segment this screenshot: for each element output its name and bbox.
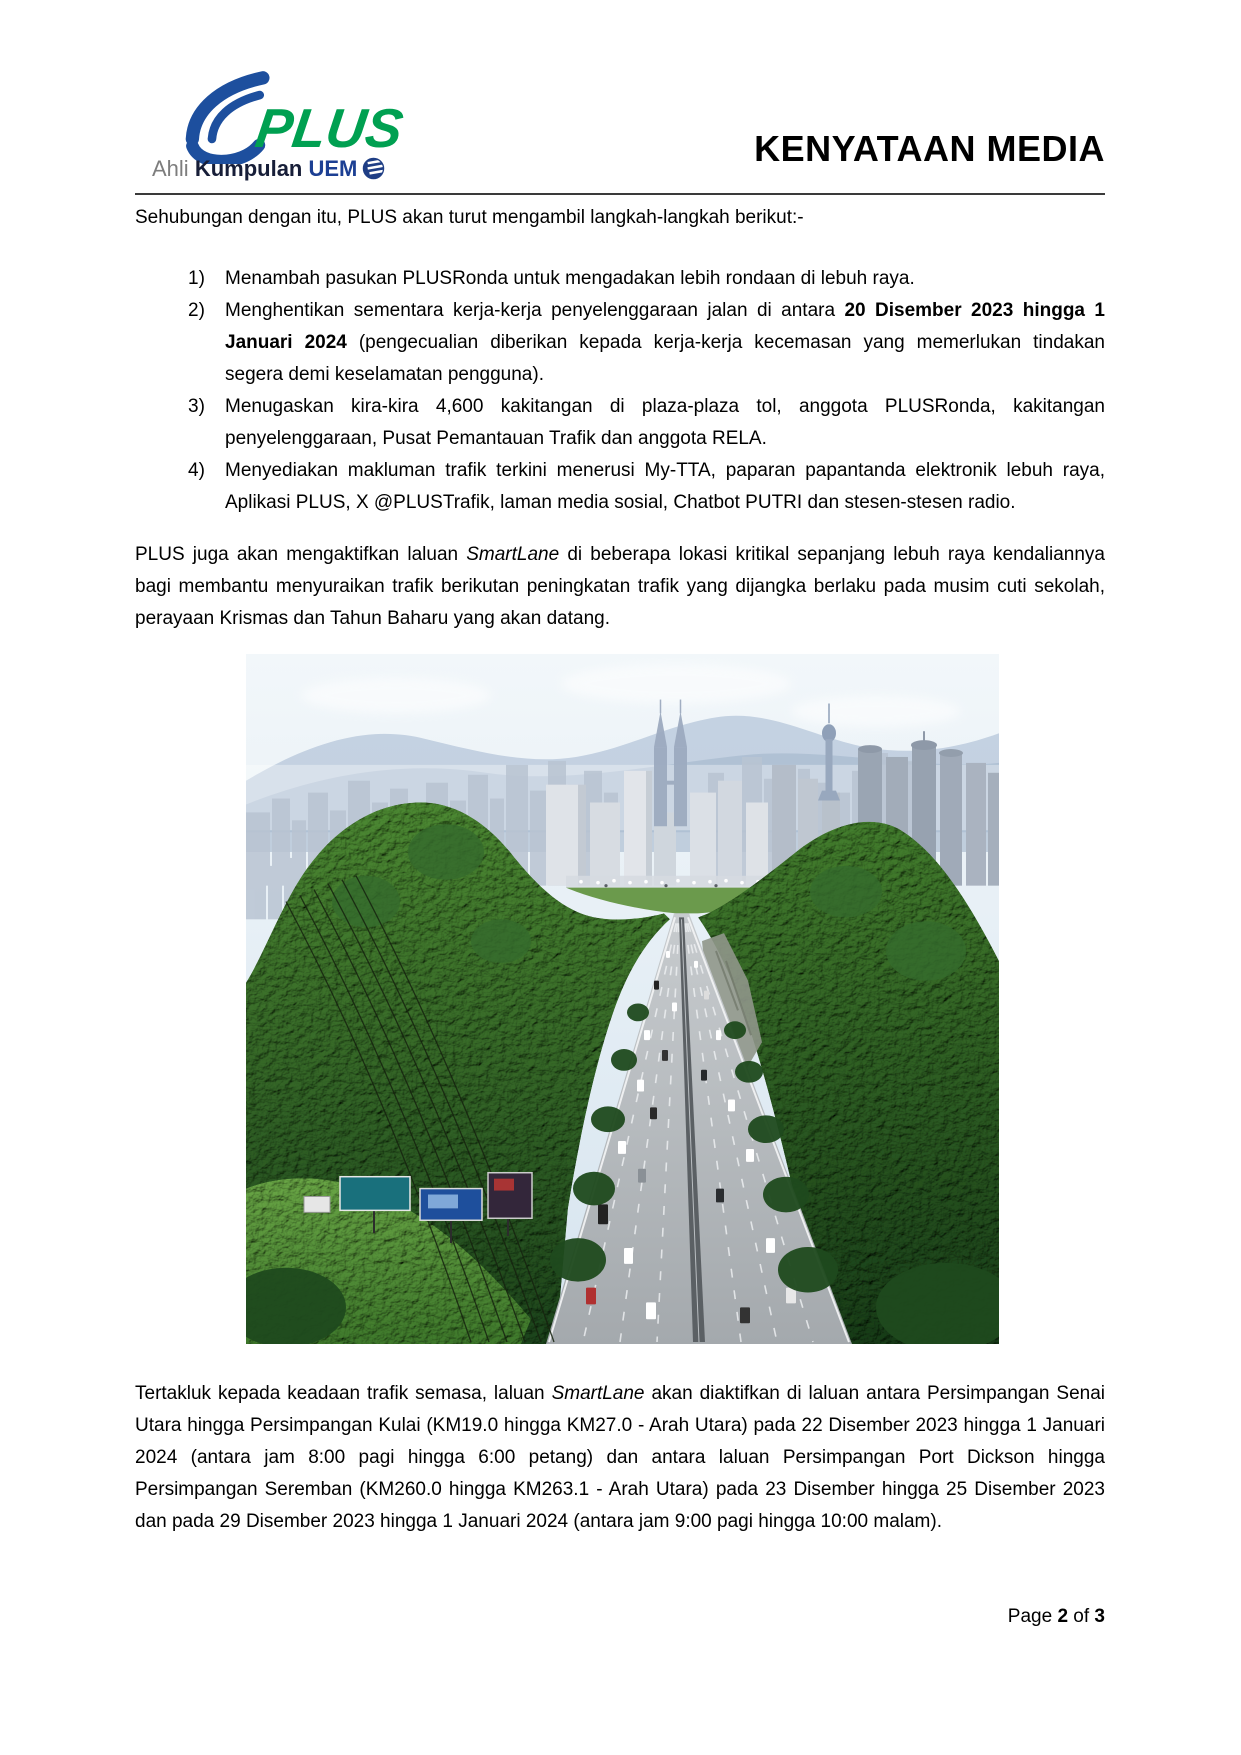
uem-globe-icon (362, 157, 385, 180)
paragraph-text: Tertakluk kepada keadaan trafik semasa, laluan (135, 1383, 552, 1404)
list-item (135, 295, 1105, 391)
highway-aerial-photo (246, 654, 999, 1344)
list-item-bold: 20 Disember 2023 hingga 1 Januari 2024 (225, 300, 1105, 353)
list-item-text: Menugaskan kira-kira 4,600 kakitangan di plaza-plaza tol, anggota PLUSRonda, kakitangan penyelenggaraan, Pusat Pemantauan Trafik dan anggota RELA. (225, 396, 1105, 449)
smartlane-paragraph (135, 539, 1105, 635)
list-item-text: Menghentikan sementara kerja-kerja penyelenggaraan jalan di antara (225, 300, 845, 321)
page-label: Page (1007, 1606, 1058, 1627)
numbered-list (135, 263, 1105, 519)
paragraph-text: PLUS juga akan mengaktifkan laluan (135, 544, 467, 565)
smartlane-italic: SmartLane (551, 1383, 645, 1404)
paragraph-text: di beberapa lokasi kritikal sepanjang lebuh raya kendaliannya bagi membantu menyuraikan trafik berikutan peningkatan trafik yang dijangka berlaku pada musim cuti sekolah, perayaan Krismas dan Tahun Baharu yang akan datang. (135, 544, 1106, 629)
list-item-text: Menambah pasukan PLUSRonda untuk mengadakan lebih rondaan di lebuh raya. (225, 268, 915, 289)
header-divider (135, 193, 1105, 195)
tertakluk-paragraph (135, 1378, 1105, 1538)
tagline-kumpulan: Kumpulan (194, 156, 303, 181)
intro-paragraph: Sehubungan dengan itu, PLUS akan turut mengambil langkah-langkah berikut:- (135, 207, 804, 228)
paragraph-text: akan diaktifkan di laluan antara Persimpangan Senai Utara hingga Persimpangan Kulai (KM19.0 hingga KM27.0 - Arah Utara) pada 22 Disember 2023 hingga 1 Januari 2024 (antara jam 8:00 pagi hingga 6:00 petang) dan antara laluan Persimpangan Port Dickson hingga Persimpangan Seremban (KM260.0 hingga KM263.1 - Arah Utara) pada 23 Disember hingga 25 Disember 2023 dan pada 29 Disember 2023 hingga 1 Januari 2024 (antara jam 9:00 pagi hingga 10:00 malam). (135, 1383, 1105, 1532)
logo-tagline (152, 156, 385, 182)
page-of: of (1068, 1606, 1095, 1627)
list-item-text: Menyediakan makluman trafik terkini menerusi My-TTA, paparan papantanda elektronik lebuh raya, Aplikasi PLUS, X @PLUSTrafik, laman media sosial, Chatbot PUTRI dan stesen-stesen radio. (225, 460, 1105, 513)
list-item-number: 4) (188, 460, 205, 481)
plus-logo (172, 70, 407, 164)
page-current: 2 (1057, 1606, 1069, 1627)
media-statement-title: KENYATAAN MEDIA (754, 128, 1105, 169)
page-header (0, 0, 1241, 193)
plus-logo-text: PLUS (251, 97, 407, 159)
tagline-ahli: Ahli (152, 156, 189, 181)
list-item (135, 455, 1105, 519)
list-item-text: (pengecualian diberikan kepada kerja-kerja kecemasan yang memerlukan tindakan segera demi keselamatan pengguna). (225, 332, 1105, 385)
page-number-indicator (1008, 1606, 1105, 1628)
list-item-number: 1) (188, 268, 205, 289)
plus-swoosh-icon (192, 78, 263, 161)
list-item (135, 391, 1105, 455)
page-total: 3 (1094, 1606, 1105, 1627)
list-item-number: 2) (188, 300, 205, 321)
list-item (135, 263, 1105, 295)
highway-aerial-photo-illustration (246, 654, 999, 1344)
smartlane-italic: SmartLane (466, 544, 560, 565)
document-body (135, 202, 1105, 1538)
tagline-uem: UEM (308, 156, 358, 181)
list-item-number: 3) (188, 396, 205, 417)
